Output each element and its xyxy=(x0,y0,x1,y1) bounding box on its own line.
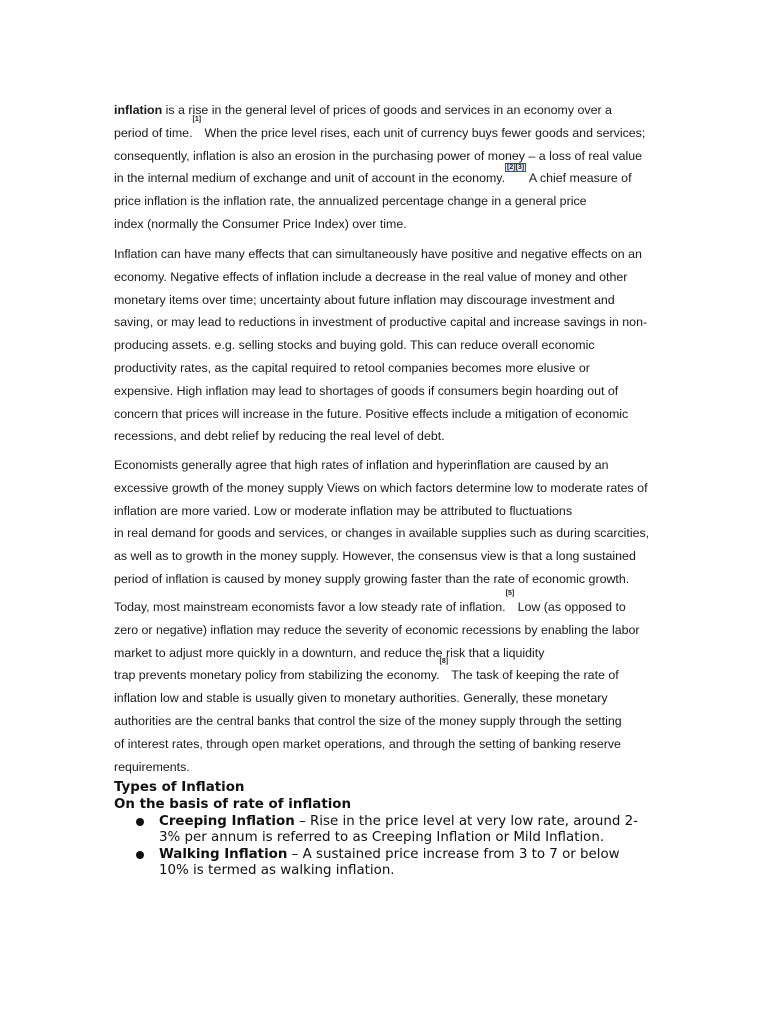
text-line: requirements. xyxy=(114,759,190,774)
paragraph-policy xyxy=(114,590,660,778)
text-line: index (normally the Consumer Price Index) over time. xyxy=(114,216,407,231)
citation-ref[interactable]: [1] xyxy=(192,115,202,123)
text-line: consequently, inflation is also an erosion in the purchasing power of money – a loss of real value xyxy=(114,148,643,163)
text-line: inflation is a rise in the general level of prices of goods and services in an economy over a xyxy=(114,103,612,117)
text-line: in the internal medium of exchange and unit of account in the economy.[2][3] A chief measure of xyxy=(114,164,632,186)
text-line: inflation are more varied. Low or moderate inflation may be attributed to fluctuations xyxy=(114,503,573,518)
paragraph-definition xyxy=(114,99,660,236)
citation-ref[interactable]: [5] xyxy=(505,590,515,597)
text-line: monetary items over time; uncertainty about future inflation may discourage investment and xyxy=(114,292,615,307)
text-line: zero or negative) inflation may reduce the severity of economic recessions by enabling the labor xyxy=(114,622,640,637)
text-line: productivity rates, as the capital required to retool companies becomes more elusive or xyxy=(114,360,590,375)
citation-ref[interactable]: [2][3] xyxy=(507,164,525,172)
text-line: saving, or may lead to reductions in investment of productive capital and increase savings in non- xyxy=(114,315,648,330)
bullet-term: Creeping Inflation xyxy=(159,814,295,829)
lead-term: inflation xyxy=(114,103,163,117)
paragraph-causes xyxy=(114,454,660,591)
text-line: as well as to growth in the money supply. However, the consensus view is that a long sustained xyxy=(114,549,636,564)
bullet-term: Walking Inflation xyxy=(159,847,288,862)
text-line: authorities are the central banks that control the size of the money supply through the setting xyxy=(114,713,622,728)
list-item: Walking Inflation – A sustained price increase from 3 to 7 or below 10% is termed as walking inflation. xyxy=(114,847,674,879)
bullet-icon xyxy=(136,818,144,826)
text-line: excessive growth of the money supply Views on which factors determine low to moderate rates of xyxy=(114,480,648,495)
text-line: expensive. High inflation may lead to shortages of goods if consumers begin hoarding out of xyxy=(114,383,619,398)
bullet-list xyxy=(114,814,674,880)
bullet-icon xyxy=(136,851,144,859)
citation-ref[interactable]: [8] xyxy=(439,658,449,666)
text-line: period of time.[1] When the price level rises, each unit of currency buys fewer goods and services; xyxy=(114,115,646,140)
text-line: market to adjust more quickly in a downturn, and reduce the risk that a liquidity xyxy=(114,645,545,660)
text-line: inflation low and stable is usually given to monetary authorities. Generally, these monetary xyxy=(114,691,608,706)
list-item: Creeping Inflation – Rise in the price level at very low rate, around 2- 3% per annum is referred to as Creeping Inflation or Mild Inflation. xyxy=(114,814,674,846)
text-line: trap prevents monetary policy from stabilizing the economy.[8] The task of keeping the rate of xyxy=(114,658,619,683)
text-line: Inflation can have many effects that can simultaneously have positive and negative effects on an xyxy=(114,247,642,261)
text-line: Today, most mainstream economists favor a low steady rate of inflation.[5] Low (as opposed to xyxy=(114,590,626,614)
text-line: period of inflation is caused by money supply growing faster than the rate of economic growth. xyxy=(114,571,630,586)
section-heading: Types of Inflation xyxy=(114,780,245,795)
text-line: of interest rates, through open market operations, and through the setting of banking reserve xyxy=(114,736,621,751)
text-line: concern that prices will increase in the future. Positive effects include a mitigation of economic xyxy=(114,406,629,421)
text-line: price inflation is the inflation rate, the annualized percentage change in a general price xyxy=(114,194,587,209)
text-line: in real demand for goods and services, or changes in available supplies such as during scarcities, xyxy=(114,526,650,541)
text-line: recessions, and debt relief by reducing the real level of debt. xyxy=(114,429,445,444)
section-subheading: On the basis of rate of inflation xyxy=(114,797,352,812)
text-line: producing assets. e.g. selling stocks and buying gold. This can reduce overall economic xyxy=(114,338,595,353)
paragraph-effects xyxy=(114,243,660,448)
text-line: Economists generally agree that high rates of inflation and hyperinflation are caused by an xyxy=(114,458,609,472)
text-line: economy. Negative effects of inflation include a decrease in the real value of money and other xyxy=(114,269,628,284)
